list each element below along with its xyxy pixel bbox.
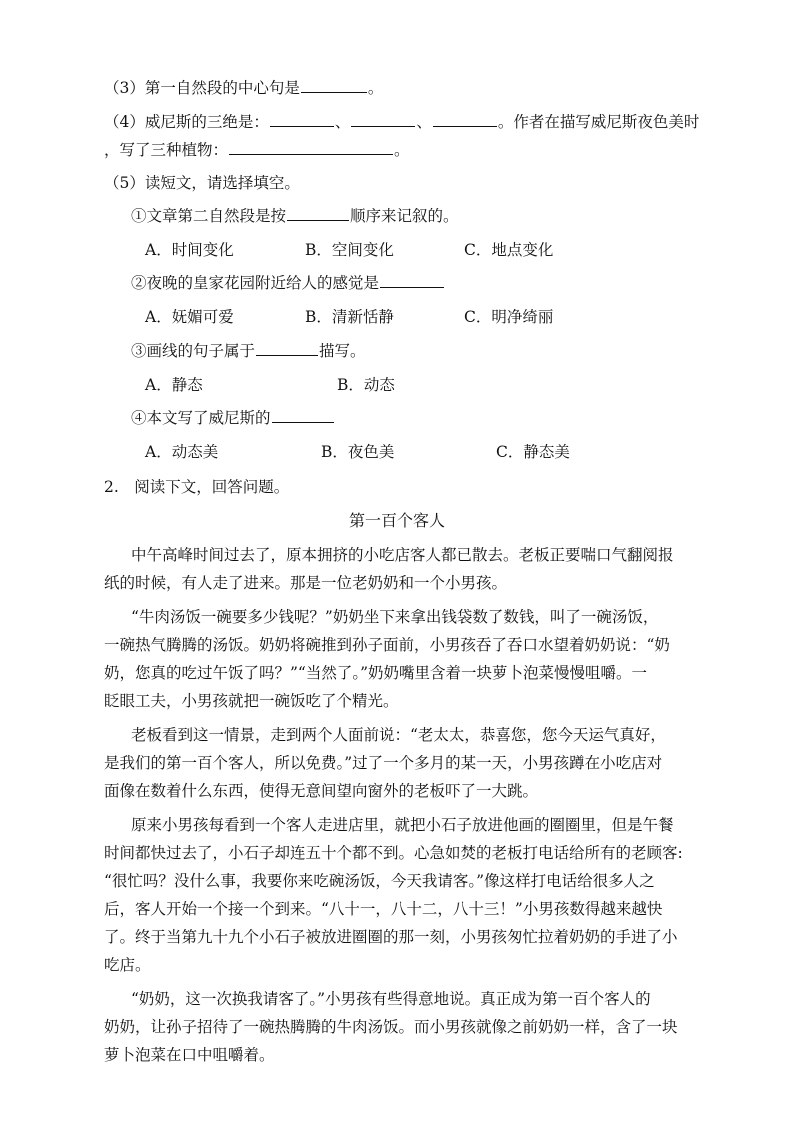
story-line: 中午高峰时间过去了，原本拥挤的小吃店客人都已散去。老板正要喘口气翻阅报 xyxy=(131,546,674,564)
question-4-text2: 。作者在描写威尼斯夜色美时 xyxy=(497,113,700,131)
question-5-sub4 xyxy=(131,408,335,428)
answer-blank[interactable] xyxy=(351,112,415,127)
sub3-prompt: ③画线的句子属于 xyxy=(131,342,256,360)
question-5-intro: （5）读短文，请选择填空。 xyxy=(104,174,300,192)
answer-blank[interactable] xyxy=(433,112,497,127)
answer-blank[interactable] xyxy=(301,78,367,93)
question-4 xyxy=(104,112,699,132)
sub1-prompt: ①文章第二自然段是按 xyxy=(131,207,287,225)
question-5-sub2 xyxy=(131,273,445,293)
sub1-option-a: A．时间变化 xyxy=(145,241,234,259)
answer-blank[interactable] xyxy=(256,341,318,356)
sub4-prompt: ④本文写了威尼斯的 xyxy=(131,409,271,427)
sub1-option-c: C．地点变化 xyxy=(464,241,554,259)
sub3-option-b: B．动态 xyxy=(337,376,395,394)
story-line: 时间都快过去了，小石子却连五十个都不到。心急如焚的老板打电话给所有的老顾客: xyxy=(104,844,683,862)
answer-blank[interactable] xyxy=(272,408,334,423)
sub2-prompt: ②夜晚的皇家花园附近给人的感觉是 xyxy=(131,274,380,292)
sub3-prompt-end: 描写。 xyxy=(319,342,366,360)
question-4-text: （4）威尼斯的三绝是： xyxy=(104,113,269,131)
sub4-option-c: C．静态美 xyxy=(496,443,570,461)
question-4-line2 xyxy=(104,140,410,160)
sub2-option-b: B．清新恬静 xyxy=(305,308,394,326)
sub2-option-c: C．明净绮丽 xyxy=(464,308,554,326)
story-line: “奶奶，这一次换我请客了。”小男孩有些得意地说。真正成为第一百个客人的 xyxy=(131,990,651,1008)
story-line: 奶，您真的吃过午饭了吗？”“当然了。”奶奶嘴里含着一块萝卜泡菜慢慢咀嚼。一 xyxy=(104,664,648,682)
story-title: 第一百个客人 xyxy=(348,511,445,530)
question-5-sub1 xyxy=(131,206,459,226)
story-line: 奶奶，让孙子招待了一碗热腾腾的牛肉汤饭。而小男孩就像之前奶奶一样，含了一块 xyxy=(104,1018,678,1036)
question-5-sub3 xyxy=(131,341,366,361)
answer-blank[interactable] xyxy=(287,206,349,221)
story-line: 原来小男孩每看到一个客人走进店里，就把小石子放进他画的圈圈里，但是午餐 xyxy=(131,816,674,834)
answer-blank[interactable] xyxy=(380,273,444,288)
story-line: 面像在数着什么东西，使得无意间望向窗外的老板吓了一大跳。 xyxy=(104,782,539,800)
story-line: 是我们的第一百个客人，所以免费。”过了一个多月的某一天，小男孩蹲在小吃店对 xyxy=(104,754,663,772)
story-line: 眨眼工夫，小男孩就把一碗饭吃了个精光。 xyxy=(104,692,399,710)
sub3-option-a: A．静态 xyxy=(145,376,203,394)
story-line: 老板看到这一情景，走到两个人面前说：“老太太，恭喜您，您今天运气真好， xyxy=(131,726,666,744)
sub1-option-b: B．空间变化 xyxy=(305,241,394,259)
story-line: 了。终于当第九十九个小石子被放进圈圈的那一刻，小男孩匆忙拉着奶奶的手进了小 xyxy=(104,928,678,946)
separator: 、 xyxy=(416,113,432,131)
story-line: 后，客人开始一个接一个到来。“八十一，八十二，八十三！”小男孩数得越来越快 xyxy=(104,900,663,918)
question-3 xyxy=(104,78,383,98)
question-4-line2-text: ，写了三种植物： xyxy=(104,141,229,159)
story-line: 吃店。 xyxy=(104,956,151,974)
story-line: “很忙吗？没什么事，我要你来吃碗汤饭，今天我请客。”像这样打电话给很多人之 xyxy=(104,872,655,890)
answer-blank[interactable] xyxy=(270,112,334,127)
answer-blank[interactable] xyxy=(229,140,393,155)
question-3-text: （3）第一自然段的中心句是 xyxy=(104,79,300,97)
question-4-end: 。 xyxy=(394,141,410,159)
story-line: “牛肉汤饭一碗要多少钱呢？”奶奶坐下来拿出钱袋数了数钱，叫了一碗汤饭， xyxy=(131,608,659,626)
question-3-end: 。 xyxy=(367,79,384,97)
sub4-option-a: A．动态美 xyxy=(145,443,219,461)
story-line: 萝卜泡菜在口中咀嚼着。 xyxy=(104,1046,275,1064)
question-2-label: 2. 阅读下文，回答问题。 xyxy=(104,478,290,496)
sub1-prompt-end: 顺序来记叙的。 xyxy=(350,207,459,225)
sub2-option-a: A．妩媚可爱 xyxy=(145,308,234,326)
story-line: 一碗热气腾腾的汤饭。奶奶将碗推到孙子面前，小男孩吞了吞口水望着奶奶说：“奶 xyxy=(104,636,670,654)
sub4-option-b: B．夜色美 xyxy=(321,443,395,461)
story-line: 纸的时候，有人走了进来。那是一位老奶奶和一个小男孩。 xyxy=(104,574,508,592)
separator: 、 xyxy=(334,113,351,131)
